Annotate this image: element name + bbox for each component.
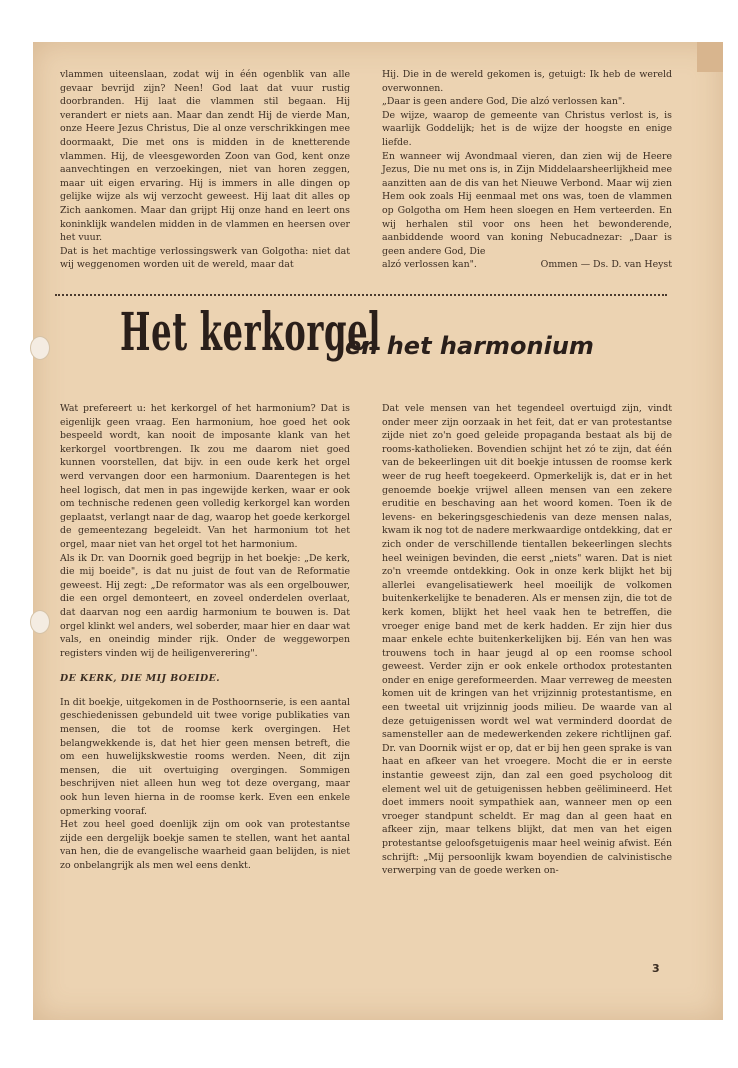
paragraph: „Daar is geen andere God, Die alzó verlossen kan". bbox=[382, 96, 626, 108]
top-left-column bbox=[60, 68, 350, 272]
dotted-divider bbox=[55, 294, 667, 296]
paragraph: Dat vele mensen van het tegendeel overtuigd zijn, vindt onder meer zijn oorzaak in het feit, dat er van protestantse zijde niet zo'n goed geleide propaganda bestaat als bij de rooms-katholieken. Bovendien schijnt het zó te zijn, dat één van de bekeerlingen uit dit boekje intussen de roomse kerk weer de rug heeft toegekeerd. Opmerkelijk is, dat er in het genoemde boekje vrijwel alleen mensen van een zekere eruditie en beschaving aan het woord komen. Toen ik de levens- en bekeringsgeschiedenis van deze mensen nalas, kwam ik nog tot de nadere merkwaardige ontdekking, dat er zich onder de verschillende tientallen bekeerlingen slechts heel weinigen bevinden, die eerst „niets" waren. Dat is niet zo'n vreemde ontdekking. Ook in onze kerk blijkt het bij allerlei evangelisatiewerk heel moeilijk de volkomen buitenkerkelijke te benaderen. Als er mensen zijn, die tot de kerk komen, blijkt het heel vaak hen te betreffen, die vroeger enige band met de kerk hadden. Er zijn hier dus maar enkele echte buitenkerkelijken bij. Eén van hen was trouwens toch in haar jeugd al op een roomse school geweest. Verder zijn er ook enkele orthodox protestanten onder en enige gereformeerden. Maar verreweg de meesten komen uit de kringen van het vrijzinnig protestantisme, en een tweetal uit vrijzinnig joods milieu. De waarde van al deze getuigenissen wordt wel wat verminderd doordat de samensteller aan de medewerkenden zekere richtlijnen gaf. Dr. van Doornik wijst er op, dat er bij hen geen sprake is van haat en afkeer van het vroegere. Mocht die er in eerste instantie geweest zijn, dan zal een goed psycholoog dit element wel uit de getuigenissen hebben geëlimineerd. Het doet immers nooit sympathiek aan, wanneer men op een vroeger standpunt scheldt. Er mag dan al geen haat en afkeer zijn, maar telkens blijkt, dat men van het eigen protestantse geloofsgetuigenis maar heel weinig afwist. Eén schrijft: „Mij persoonlijk kwam boyendien de calvinistische verwerping van de goede werken on- bbox=[382, 403, 672, 877]
quote-end: alzó verlossen kan". bbox=[382, 259, 477, 271]
punch-hole-bottom bbox=[30, 610, 50, 634]
bottom-left-column bbox=[60, 402, 350, 873]
article-title bbox=[120, 302, 680, 382]
paragraph: Hij. Die in de wereld gekomen is, getuigt: Ik heb de wereld overwonnen. bbox=[382, 69, 672, 94]
paragraph: In dit boekje, uitgekomen in de Posthoornserie, is een aantal geschiedenissen gebundeld uit twee vorige publikaties van mensen, die tot de roomse kerk overgingen. Het belangwekkende is, dat het hier geen mensen betreft, die om een huwelijkskwestie rooms werden. Neen, dit zijn mensen, die uit overtuiging overgingen. Sommigen beschrijven niet alleen hun weg tot deze overgang, maar ook hun leven hierna in de roomse kerk. Even een enkele opmerking vooraf. bbox=[60, 696, 350, 817]
paragraph: De wijze, waarop de gemeente van Christus verlost is, is waarlijk Goddelijk; het is de wijze der hoogste en enige liefde. bbox=[382, 109, 672, 148]
bottom-right-column bbox=[382, 402, 672, 878]
author: Ommen — Ds. D. van Heyst bbox=[540, 259, 672, 271]
top-right-column bbox=[382, 68, 672, 272]
paragraph: vlammen uiteenslaan, zodat wij in één ogenblik van alle gevaar bevrijd zijn? Neen! God laat dat vuur rustig doorbranden. Hij laat die vlammen stil begaan. Hij verandert er niets aan. Maar dan zendt Hij de vierde Man, onze Heere Jezus Christus, Die al onze verschrikkingen mee doormaakt, Die met ons is midden in de knetterende vlammen. Hij, de vleesgeworden Zoon van God, kent onze aanvechtingen en verzoekingen, niet van horen zeggen, maar uit eigen ervaring. Hij is immers in alle dingen op gelijke wijze als wij verzocht geweest. Hij laat dit alles op Zich aankomen. Maar dan grijpt Hij onze hand en leert ons koninklijk wandelen midden in de vlammen en heersen over het vuur. bbox=[60, 69, 350, 244]
paragraph: Dat is het machtige verlossingswerk van Golgotha: niet dat wij weggenomen worden uit de wereld, maar dat bbox=[60, 245, 350, 271]
page-number: 3 bbox=[652, 962, 660, 975]
folded-corner bbox=[697, 42, 723, 72]
paragraph: En wanneer wij Avondmaal vieren, dan zien wij de Heere Jezus, Die nu met ons is, in Zijn Middelaarsheerlijkheid mee aanzitten aan de dis van het Nieuwe Verbond. Maar wij zien Hem ook zoals Hij eenmaal met ons was, toen de vlammen op Golgotha om Hem heen sloegen en Hem verteerden. En wij herhalen stil voor ons heen het bewonderende, aanbiddende woord van koning Nebucadnezar: „Daar is geen andere God, Die bbox=[382, 150, 672, 257]
section-heading: DE KERK, DIE MIJ BOEIDE. bbox=[60, 673, 221, 685]
title-main: Het kerkorgel bbox=[120, 302, 382, 363]
signature-line bbox=[382, 258, 672, 272]
paragraph: Wat prefereert u: het kerkorgel of het harmonium? Dat is eigenlijk geen vraag. Een harmonium, hoe goed het ook bespeeld wordt, kan nooit de imposante klank van het kerkorgel voortbrengen. Ik zou me daarom niet goed kunnen voorstellen, dat bijv. in een oude kerk het orgel werd vervangen door een harmonium. Daarentegen is het heel logisch, dat men in pas ingewijde kerken, waar er ook om technische redenen geen volledig kerkorgel kan worden geplaatst, verlangt naar de dag, waarop het goede kerkorgel de gemeentezang begeleidt. Van het harmonium tot het orgel, maar niet van het orgel tot het harmonium. bbox=[60, 403, 350, 550]
paragraph: Als ik Dr. van Doornik goed begrijp in het boekje: „De kerk, die mij boeide", is dat nu juist de fout van de Reformatie geweest. Hij zegt: „De reformator was als een orgelbouwer, die een orgel demonteert, en zoveel onderdelen overlaat, dat daarvan nog een aardig harmonium te bouwen is. Dat orgel klinkt wel anders, wel soberder, maar hier en daar wat vals, en oneindig minder rijk. Onder de weggeworpen registers vinden wij de heiligenverering". bbox=[60, 552, 350, 659]
punch-hole-top bbox=[30, 336, 50, 360]
title-sub: en het harmonium bbox=[345, 332, 594, 360]
paragraph: Het zou heel goed doenlijk zijn om ook van protestantse zijde een dergelijk boekje samen te stellen, want het aantal van hen, die de evangelische waarheid gaan belijden, is niet zo onbelangrijk als men wel eens denkt. bbox=[60, 819, 350, 871]
